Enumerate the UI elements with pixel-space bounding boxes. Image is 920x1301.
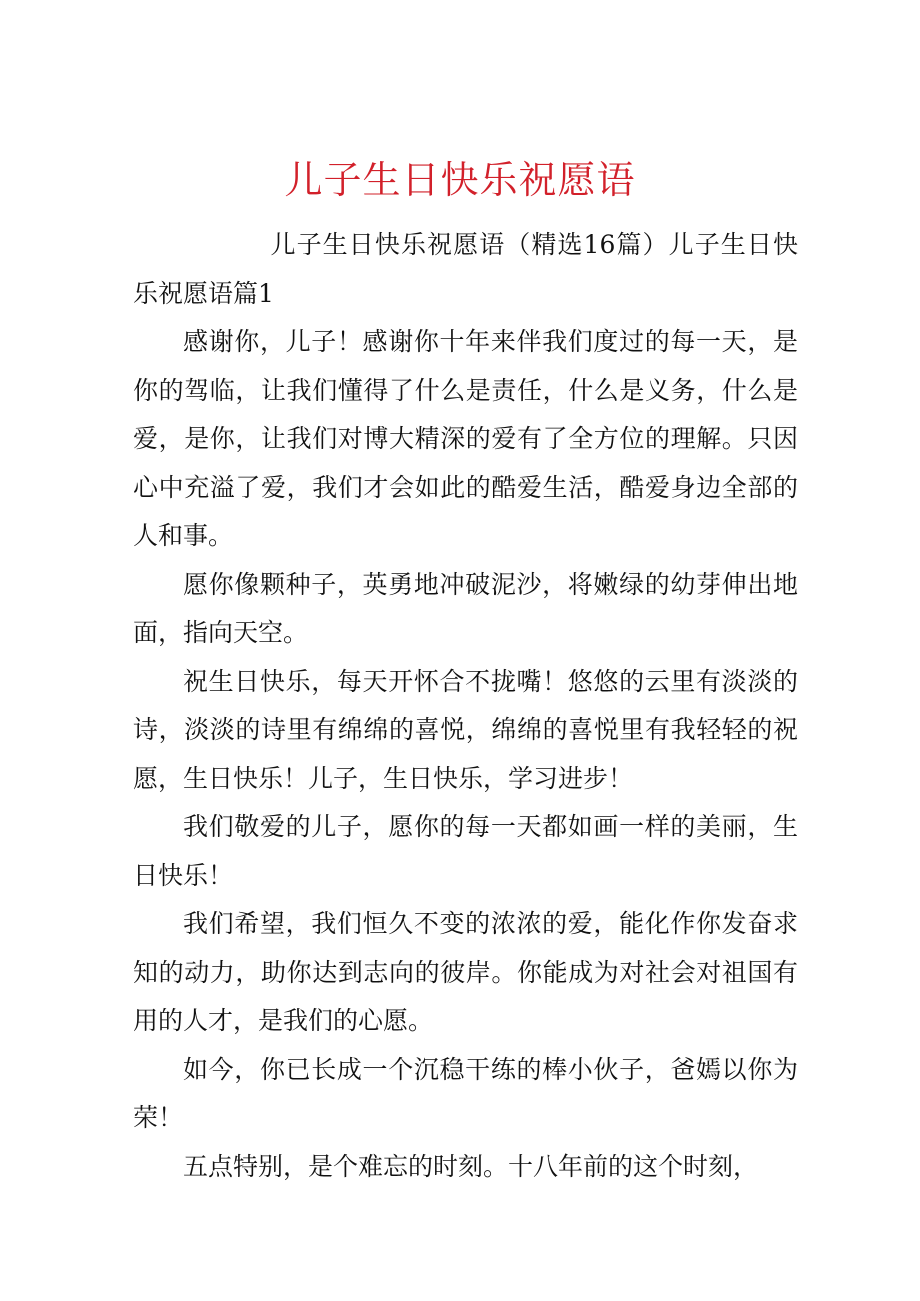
document-title: 儿子生日快乐祝愿语 xyxy=(284,158,636,202)
paragraph-1: 感谢你，儿子！感谢你十年来伴我们度过的每一天，是你的驾临，让我们懂得了什么是责任，什么是义务，什么是爱，是你，让我们对博大精深的爱有了全方位的理解。只因心中充溢了爱，我们才会如此的酷爱生活，酷爱身边全部的人和事。 xyxy=(133,327,798,550)
paragraph-5: 我们希望，我们恒久不变的浓浓的爱，能化作你发奋求知的动力，助你达到志向的彼岸。你能成为对社会对祖国有用的人才，是我们的心愿。 xyxy=(133,909,798,1035)
document-body xyxy=(133,221,798,1191)
paragraph-3: 祝生日快乐，每天开怀合不拢嘴！悠悠的云里有淡淡的诗，淡淡的诗里有绵绵的喜悦，绵绵的喜悦里有我轻轻的祝愿，生日快乐！儿子，生日快乐，学习进步！ xyxy=(133,666,798,793)
paragraph-6: 如今，你已长成一个沉稳干练的棒小伙子，爸嫣以你为荣！ xyxy=(133,1054,798,1132)
intro-line: 儿子生日快乐祝愿语（精选16篇）儿子生日快乐祝愿语篇1 xyxy=(133,230,798,308)
paragraph-7: 五点特别，是个难忘的时刻。十八年前的这个时刻， xyxy=(183,1151,759,1181)
paragraph-4: 我们敬爱的儿子，愿你的每一天都如画一样的美丽，生日快乐！ xyxy=(133,812,798,890)
paragraph-2: 愿你像颗种子，英勇地冲破泥沙，将嫩绿的幼芽伸出地面，指向天空。 xyxy=(133,569,798,647)
